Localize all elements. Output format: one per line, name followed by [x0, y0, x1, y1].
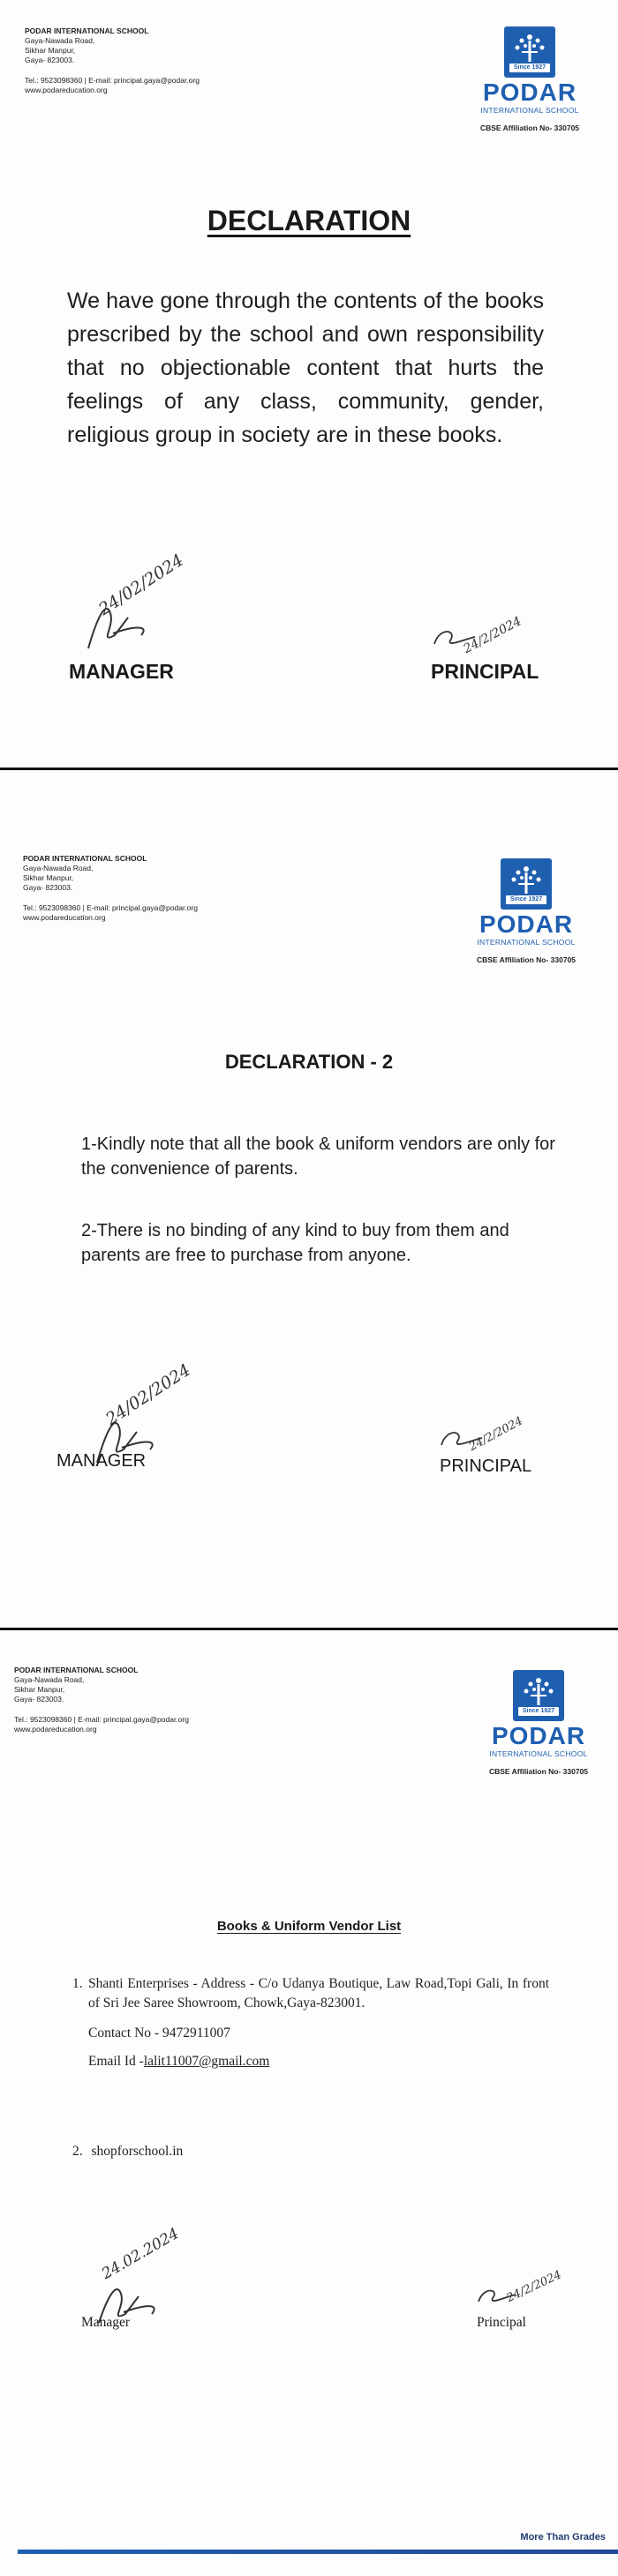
school-letterhead: [14, 1666, 189, 1734]
address-line: Sikhar Manpur,: [25, 46, 76, 55]
address-line: Sikhar Manpur,: [14, 1685, 65, 1694]
page-3: [0, 1630, 618, 2576]
page-2: [0, 770, 618, 1628]
contact-line: Tel.: 9523098360 | E-mail: principal.gaya@podar.org: [14, 1715, 189, 1724]
affiliation: CBSE Affiliation No- 330705: [476, 955, 577, 964]
manager-label: MANAGER: [69, 660, 174, 683]
tree-emblem-icon: [501, 858, 552, 910]
vendor-1: [72, 1974, 549, 2071]
address-line: Sikhar Manpur,: [23, 873, 74, 882]
manager-label: Manager: [81, 2315, 131, 2330]
point-1: 1-Kindly note that all the book & uniform vendors are only for the convenience of parents.: [81, 1134, 555, 1179]
manager-sign-date: 24/02/2024: [95, 550, 187, 619]
logo-sub: INTERNATIONAL SCHOOL: [489, 1749, 588, 1758]
vendor-1-contact: Contact No - 9472911007: [88, 2026, 230, 2041]
school-name: PODAR INTERNATIONAL SCHOOL: [25, 26, 149, 35]
vendor-1-email-link[interactable]: lalit11007@gmail.com: [143, 2054, 270, 2069]
logo-brand: PODAR: [479, 910, 574, 938]
logo-sub: INTERNATIONAL SCHOOL: [480, 106, 579, 115]
school-logo: [459, 26, 600, 132]
logo-brand: PODAR: [491, 1722, 586, 1749]
contact-line: Tel.: 9523098360 | E-mail: principal.gaya@podar.org: [25, 76, 200, 85]
affiliation: CBSE Affiliation No- 330705: [479, 124, 580, 132]
since-badge: Since 1927: [509, 64, 550, 72]
school-name: PODAR INTERNATIONAL SCHOOL: [14, 1666, 139, 1674]
point-2: 2-There is no binding of any kind to buy from them and parents are free to purchase from anyone.: [81, 1221, 509, 1265]
website-line: www.podareducation.org: [25, 86, 108, 94]
page-title: Books & Uniform Vendor List: [216, 1919, 402, 1934]
page-title: DECLARATION - 2: [224, 1051, 394, 1073]
website-line: www.podareducation.org: [14, 1725, 97, 1734]
tree-emblem-icon: [504, 26, 555, 78]
manager-sign-date: 24.02.2024: [99, 2225, 183, 2283]
address-line: Gaya-Nawada Road,: [14, 1675, 85, 1684]
since-badge: Since 1927: [518, 1707, 559, 1716]
page-title: DECLARATION: [207, 205, 411, 236]
manager-sign-date: 24/02/2024: [102, 1359, 194, 1429]
vendor-1-email-label: Email Id -: [88, 2054, 144, 2069]
principal-sign-date: 24/2/2024: [461, 614, 524, 656]
principal-sign-date: 24/2/2024: [504, 2268, 564, 2305]
logo-brand: PODAR: [482, 79, 577, 106]
principal-label: PRINCIPAL: [431, 660, 539, 683]
school-letterhead: [25, 26, 200, 95]
principal-label: PRINCIPAL: [440, 1456, 532, 1476]
page-1: [0, 0, 618, 768]
address-line: Gaya-Nawada Road,: [25, 36, 95, 45]
vendor-1-address: Shanti Enterprises - Address - C/o Udanya Boutique, Law Road,Topi Gali, In front of Sri Jee Saree Showroom, Chowk,Gaya-823001.: [88, 1976, 549, 2011]
manager-label: MANAGER: [57, 1451, 147, 1471]
since-badge: Since 1927: [506, 895, 546, 904]
affiliation: CBSE Affiliation No- 330705: [488, 1767, 589, 1776]
school-logo: [456, 858, 597, 964]
contact-line: Tel.: 9523098360 | E-mail: principal.gaya@podar.org: [23, 903, 198, 912]
vendor-2-number: 2.: [72, 2144, 83, 2159]
footer-tagline: More Than Grades: [520, 2532, 606, 2542]
principal-sign-date: 24/2/2024: [466, 1414, 525, 1454]
school-letterhead: [23, 854, 198, 923]
address-line: Gaya- 823003.: [23, 883, 73, 892]
school-logo: [468, 1670, 609, 1776]
tree-emblem-icon: [513, 1670, 564, 1721]
vendor-1-number: 1.: [72, 1976, 83, 1991]
address-line: Gaya- 823003.: [25, 56, 75, 64]
declaration-body: We have gone through the contents of the books prescribed by the school and own responsibility that no objectionable content that hurts the feelings of any class, community, gender, religious group in society are in these books.: [67, 288, 544, 447]
principal-label: Principal: [477, 2315, 526, 2330]
vendor-2: [72, 2144, 183, 2160]
school-name: PODAR INTERNATIONAL SCHOOL: [23, 854, 147, 863]
vendor-1-email-row: [88, 2052, 549, 2071]
logo-sub: INTERNATIONAL SCHOOL: [477, 938, 576, 947]
website-line: www.podareducation.org: [23, 913, 106, 922]
address-line: Gaya- 823003.: [14, 1695, 64, 1704]
vendor-2-name: shopforschool.in: [91, 2144, 184, 2159]
address-line: Gaya-Nawada Road,: [23, 864, 94, 872]
footer-rule: [18, 2550, 618, 2554]
